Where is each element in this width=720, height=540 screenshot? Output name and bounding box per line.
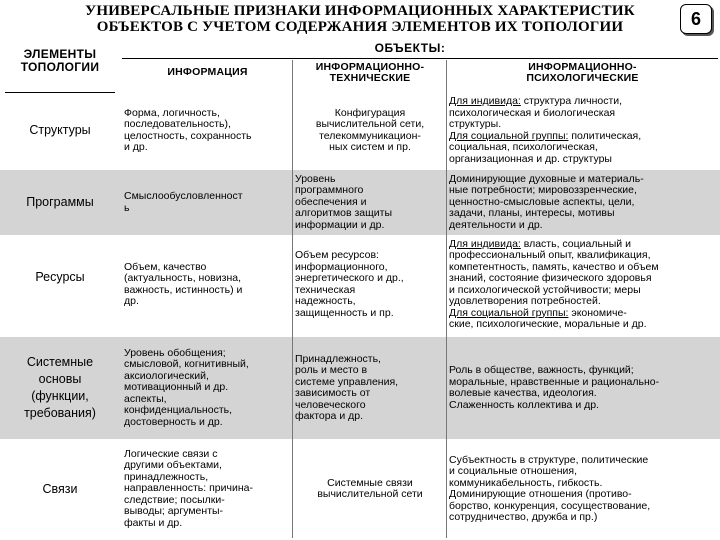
- for-social-group-label: Для социальной группы:: [449, 306, 569, 319]
- column-header-psychological: [450, 62, 715, 84]
- cell-information: Форма, логичность, последовательность), целостность, сохранность и др.: [124, 106, 252, 153]
- row-label: [8, 337, 112, 439]
- objects-label: ОБЪЕКТЫ:: [374, 41, 446, 55]
- column-header-technical-line-2: ТЕХНИЧЕСКИЕ: [329, 72, 411, 84]
- column-header-information: ИНФОРМАЦИЯ: [167, 66, 248, 78]
- column-header-psychological-line-1: ИНФОРМАЦИОННО-: [528, 61, 637, 73]
- column-header-technical-line-1: ИНФОРМАЦИОННО-: [315, 61, 425, 73]
- cell-technical: Принадлежность, роль и место в системе управления, зависимость от человеческого фактора и др.: [295, 352, 399, 422]
- cell-information: Смыслообусловленност ь: [124, 190, 243, 214]
- column-divider: [446, 60, 447, 538]
- row-label-line-3: (функции,: [31, 389, 89, 403]
- cell-psychological: Доминирующие духовные и материаль- ные потребности; мировоззренческие, ценностно-смысловые аспекты, цели, задачи, планы, интересы, мотивы деятельности и др.: [449, 172, 644, 231]
- for-social-group-label: Для социальной группы:: [449, 129, 569, 142]
- cell-psychological: [449, 237, 717, 332]
- page-title-line-2: ОБЪЕКТОВ С УЧЕТОМ СОДЕРЖАНИЯ ЭЛЕМЕНТОВ ИХ ТОПОЛОГИИ: [96, 19, 624, 35]
- psych-group-text: политическая, социальная, психологическая, организационная и др. структуры: [449, 129, 642, 165]
- objects-divider: [122, 58, 718, 59]
- cell-psychological: [449, 93, 717, 168]
- table-row-links: [0, 443, 720, 535]
- cell-information: Логические связи с другими объектами, принадлежность, направленность: причина- следствие; посылки- выводы; аргументы- факты и др.: [124, 447, 253, 529]
- cell-information: Уровень обобщения; смысловой, когнитивный, аксиологический, мотивационный и др. аспекты, конфиденциальность, достоверность и др.: [124, 346, 249, 428]
- cell-technical: Конфигурация вычислительной сети, телекоммуникацион- ных систем и пр.: [315, 106, 425, 153]
- psych-group-text: экономиче- ские, психологические, моральные и др.: [449, 306, 647, 330]
- table-row-programs: [0, 170, 720, 235]
- for-individual-label: Для индивида:: [449, 95, 521, 107]
- column-header-technical: [295, 62, 445, 84]
- cell-technical: Уровень программного обеспечения и алгоритмов защиты информации и др.: [295, 172, 392, 231]
- column-divider: [292, 60, 293, 538]
- column-header-psychological-line-2: ПСИХОЛОГИЧЕСКИЕ: [526, 72, 639, 84]
- table-row-system-basics: [0, 337, 720, 439]
- row-label: Структуры: [29, 123, 91, 137]
- elements-header: [10, 48, 110, 74]
- row-label-line-1: Системные: [26, 355, 94, 369]
- cell-psychological: Субъектность в структуре, политические и социальные отношения, коммуникабельность, гибкость. Доминирующие отношения (противо- борство, конкуренция, сосуществование, сотрудничество, дружба и пр.): [449, 453, 651, 523]
- cell-information: Объем, качество (актуальность, новизна, важность, истинность) и др.: [124, 260, 243, 307]
- table-row-resources: [0, 237, 720, 332]
- row-label-line-4: требования): [24, 406, 96, 420]
- psych-individual-text: власть, социальный и профессиональный опыт, квалификация, компетентность, память, качество и объем знаний, состояние физического здоровья и психологической устойчивости; меры удовлетворения потребностей.: [449, 237, 659, 307]
- row-label-line-2: основы: [38, 372, 82, 386]
- slide-number-badge: 6: [680, 4, 712, 34]
- cell-technical: Объем ресурсов: информационного, энергетического и др., техническая надежность, защищенность и пр.: [295, 249, 404, 319]
- elements-header-line-1: ЭЛЕМЕНТЫ: [23, 47, 97, 61]
- elements-header-line-2: ТОПОЛОГИИ: [20, 60, 100, 74]
- page-title: [40, 3, 680, 35]
- cell-technical: Системные связи вычислительной сети: [317, 476, 423, 500]
- table-row-structures: [0, 93, 720, 168]
- row-label: Ресурсы: [35, 269, 85, 284]
- for-individual-label: Для индивида:: [449, 237, 521, 250]
- row-label: Связи: [42, 481, 78, 496]
- row-label: Программы: [26, 195, 94, 209]
- cell-psychological: Роль в обществе, важность, функций; моральные, нравственные и рационально- волевые качества, идеология. Слаженность коллектива и др.: [449, 364, 660, 411]
- page-title-line-1: УНИВЕРСАЛЬНЫЕ ПРИЗНАКИ ИНФОРМАЦИОННЫХ ХАРАКТЕРИСТИК: [85, 3, 635, 19]
- psych-individual-text: структура личности, психологическая и биологическая структуры.: [449, 95, 623, 130]
